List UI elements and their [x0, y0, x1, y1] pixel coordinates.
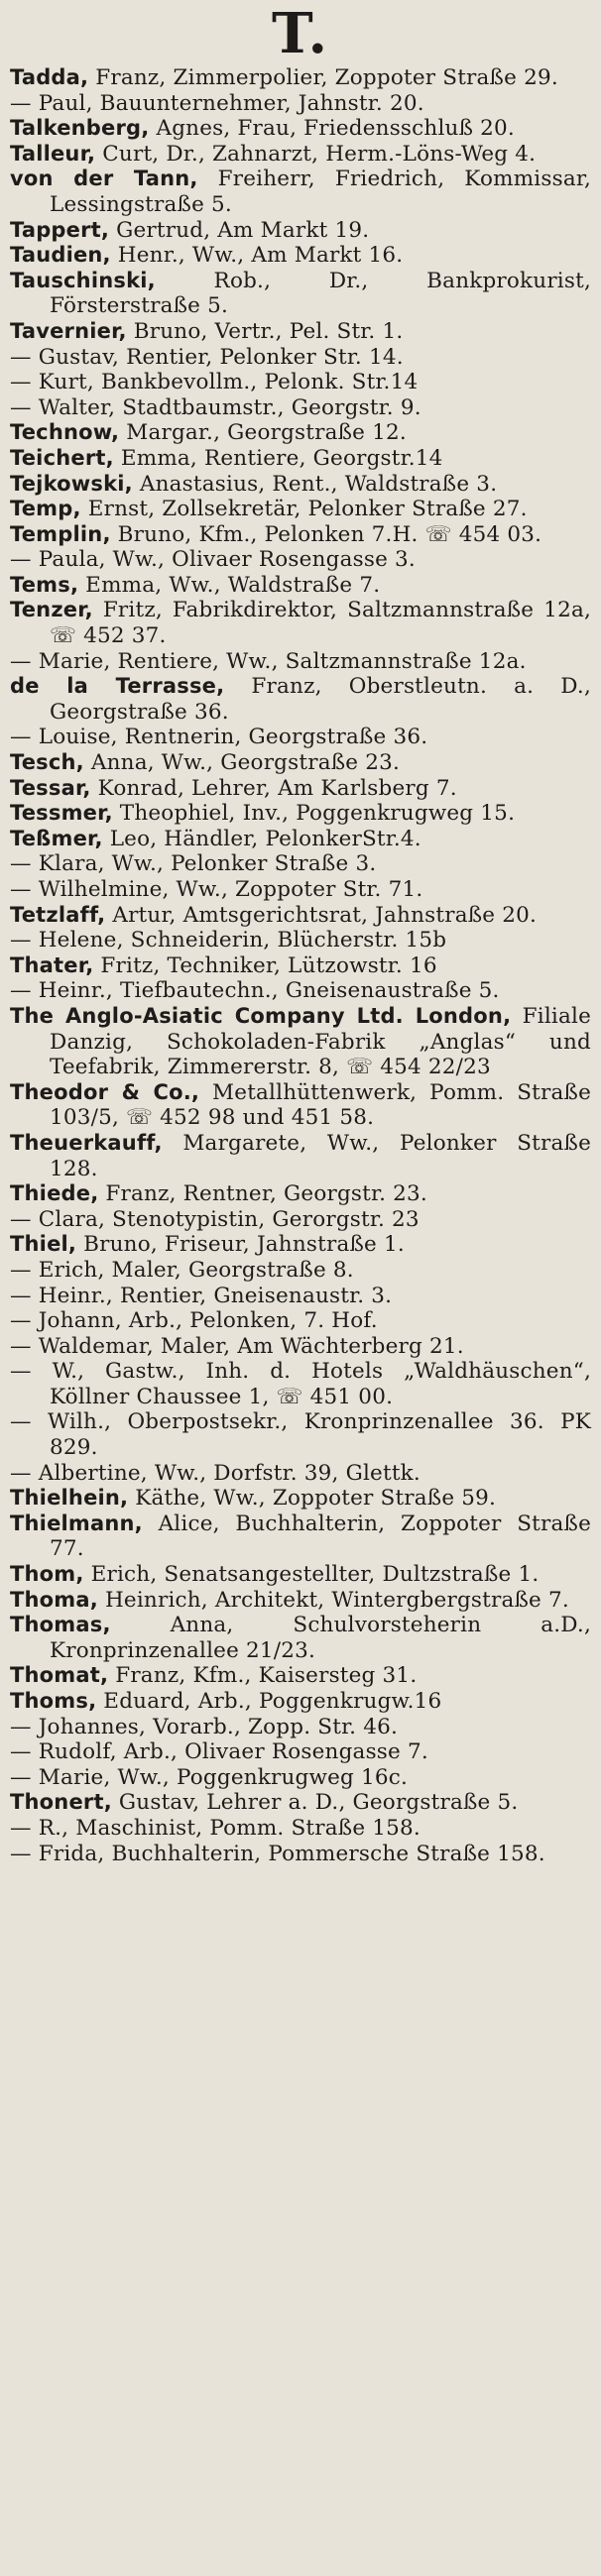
- entry-details: Fritz, Techniker, Lützowstr. 16: [93, 952, 437, 978]
- entry-details: — Johannes, Vorarb., Zopp. Str. 46.: [10, 1714, 399, 1739]
- entry-details: — Marie, Rentiere, Ww., Saltzmannstraße 12a.: [10, 648, 527, 674]
- entry-surname: Taudien,: [10, 243, 111, 268]
- entry-details: Eduard, Arb., Poggenkrugw.16: [96, 1689, 442, 1714]
- entry-surname: Talkenberg,: [10, 116, 150, 141]
- entry-details: Franz, Rentner, Georgstr. 23.: [98, 1181, 427, 1207]
- entry-surname: The Anglo-Asiatic Company Ltd. London,: [10, 1003, 512, 1028]
- directory-entry: [10, 1816, 591, 1842]
- directory-entry: [10, 497, 591, 522]
- directory-entry: [10, 1207, 591, 1233]
- directory-entry: [10, 1232, 591, 1258]
- entry-surname: Tessar,: [10, 775, 91, 800]
- directory-entry: [10, 1080, 591, 1131]
- directory-entry: [10, 851, 591, 877]
- entry-surname: Tems,: [10, 572, 79, 597]
- directory-entry: [10, 1588, 591, 1614]
- entry-surname: Thonert,: [10, 1790, 112, 1815]
- entry-details: Fritz, Fabrikdirektor, Saltzmannstraße 12a, ☏ 452 37.: [50, 598, 591, 649]
- entry-surname: Theodor & Co.,: [10, 1079, 200, 1104]
- entry-surname: Technow,: [10, 420, 120, 445]
- entry-surname: von der Tann,: [10, 167, 198, 191]
- directory-entry: [10, 801, 591, 827]
- entry-details: Gertrud, Am Markt 19.: [109, 217, 370, 243]
- directory-entry: [10, 877, 591, 903]
- entry-details: Bruno, Kfm., Pelonken 7.H. ☏ 454 03.: [110, 521, 542, 547]
- directory-entry: [10, 420, 591, 446]
- entry-details: — Klara, Ww., Pelonker Straße 3.: [10, 851, 377, 877]
- entry-details: Anna, Ww., Georgstraße 23.: [83, 750, 401, 776]
- entry-details: — Waldemar, Maler, Am Wächterberg 21.: [10, 1333, 464, 1359]
- directory-entry: [10, 1334, 591, 1360]
- directory-entry: [10, 1562, 591, 1588]
- directory-entry: [10, 953, 591, 979]
- entry-surname: Teichert,: [10, 445, 114, 470]
- entry-surname: Teßmer,: [10, 826, 103, 850]
- entry-surname: Thater,: [10, 952, 94, 977]
- entry-details: Metallhüttenwerk, Pomm. Straße 103/5, ☏ 452 98 und 451 58.: [50, 1079, 591, 1131]
- entry-details: Alice, Buchhalterin, Zoppoter Straße 77.: [50, 1511, 591, 1562]
- entry-details: — Heinr., Tiefbautechn., Gneisenaustraße 5.: [10, 978, 500, 1004]
- directory-entry: [10, 167, 591, 217]
- entry-details: — Rudolf, Arb., Olivaer Rosengasse 7.: [10, 1739, 428, 1765]
- entry-details: — Wilhelmine, Ww., Zoppoter Str. 71.: [10, 877, 423, 902]
- entry-details: Leo, Händler, PelonkerStr.4.: [102, 826, 421, 851]
- directory-entry: [10, 1663, 591, 1689]
- entry-details: Erich, Senatsangestellter, Dultzstraße 1.: [83, 1562, 540, 1588]
- directory-entry: [10, 1765, 591, 1791]
- entry-surname: Thomas,: [10, 1613, 111, 1637]
- directory-entry: [10, 1359, 591, 1409]
- directory-entry: [10, 91, 591, 117]
- entry-surname: Tejkowski,: [10, 471, 133, 496]
- directory-entry: [10, 319, 591, 345]
- entry-details: — Erich, Maler, Georgstraße 8.: [10, 1257, 354, 1283]
- directory-entry: [10, 903, 591, 929]
- entry-details: — R., Maschinist, Pomm. Straße 158.: [10, 1815, 421, 1841]
- directory-entries: [0, 65, 601, 1866]
- entry-details: — Gustav, Rentier, Pelonker Str. 14.: [10, 344, 404, 370]
- entry-details: Freiherr, Friedrich, Kommissar, Lessingstraße 5.: [50, 167, 591, 217]
- entry-surname: Tesch,: [10, 750, 84, 775]
- entry-details: Franz, Zimmerpolier, Zoppoter Straße 29.: [88, 65, 558, 90]
- entry-details: — Wilh., Oberpostsekr., Kronprinzenallee 36. PK 829.: [10, 1409, 591, 1461]
- entry-details: — Kurt, Bankbevollm., Pelonk. Str.14: [10, 370, 419, 395]
- entry-details: Ernst, Zollsekretär, Pelonker Straße 27.: [80, 497, 528, 522]
- entry-details: Filiale Danzig, Schokoladen-Fabrik „Anglas“ und Teefabrik, Zimmererstr. 8, ☏ 454 22/23: [50, 1003, 591, 1080]
- entry-details: — Heinr., Rentier, Gneisenaustr. 3.: [10, 1283, 393, 1308]
- entry-details: Artur, Amtsgerichtsrat, Jahnstraße 20.: [105, 902, 538, 928]
- entry-details: — Frida, Buchhalterin, Pommersche Straße 158.: [10, 1841, 545, 1866]
- directory-entry: [10, 522, 591, 548]
- entry-surname: Thielhein,: [10, 1486, 129, 1511]
- directory-entry: [10, 65, 591, 91]
- directory-entry: [10, 1790, 591, 1816]
- directory-entry: [10, 1308, 591, 1334]
- directory-entry: [10, 649, 591, 675]
- entry-details: — Walter, Stadtbaumstr., Georgstr. 9.: [10, 394, 421, 420]
- entry-details: Anastasius, Rent., Waldstraße 3.: [132, 471, 498, 497]
- entry-surname: Temp,: [10, 497, 81, 521]
- entry-details: Margar., Georgstraße 12.: [119, 420, 407, 446]
- directory-entry: [10, 1284, 591, 1309]
- entry-surname: Tavernier,: [10, 318, 127, 343]
- entry-surname: Tessmer,: [10, 801, 113, 826]
- directory-entry: [10, 1613, 591, 1663]
- entry-surname: Tetzlaff,: [10, 902, 106, 927]
- entry-details: Henr., Ww., Am Markt 16.: [110, 243, 404, 269]
- entry-surname: Thiel,: [10, 1232, 77, 1257]
- entry-surname: Tadda,: [10, 65, 89, 89]
- directory-entry: [10, 750, 591, 776]
- entry-details: — Marie, Ww., Poggenkrugweg 16c.: [10, 1764, 409, 1790]
- directory-entry: [10, 1409, 591, 1460]
- entry-surname: Templin,: [10, 521, 111, 546]
- entry-details: Emma, Ww., Waldstraße 7.: [78, 572, 381, 598]
- directory-entry: [10, 446, 591, 472]
- directory-entry: [10, 776, 591, 802]
- directory-entry: [10, 674, 591, 725]
- directory-entry: [10, 243, 591, 269]
- entry-details: Franz, Oberstleutn. a. D., Georgstraße 36.: [50, 674, 591, 725]
- entry-surname: Tappert,: [10, 217, 110, 242]
- directory-entry: [10, 142, 591, 168]
- directory-entry: [10, 472, 591, 498]
- directory-entry: [10, 1131, 591, 1181]
- entry-surname: Talleur,: [10, 141, 96, 166]
- entry-details: — Paul, Bauunternehmer, Jahnstr. 20.: [10, 90, 424, 116]
- entry-details: — Louise, Rentnerin, Georgstraße 36.: [10, 725, 428, 750]
- entry-surname: Thomat,: [10, 1663, 109, 1688]
- entry-details: — Clara, Stenotypistin, Gerorgstr. 23: [10, 1206, 420, 1232]
- directory-entry: [10, 345, 591, 371]
- directory-entry: [10, 547, 591, 573]
- entry-surname: Thoma,: [10, 1587, 98, 1612]
- entry-surname: Tenzer,: [10, 598, 93, 622]
- directory-entry: [10, 1461, 591, 1487]
- directory-entry: [10, 370, 591, 395]
- entry-details: — Paula, Ww., Olivaer Rosengasse 3.: [10, 547, 416, 573]
- directory-entry: [10, 1181, 591, 1207]
- entry-details: — Albertine, Ww., Dorfstr. 39, Glettk.: [10, 1460, 421, 1486]
- directory-entry: [10, 978, 591, 1004]
- entry-details: Margarete, Ww., Pelonker Straße 128.: [50, 1130, 591, 1181]
- entry-details: — Helene, Schneiderin, Blücherstr. 15b: [10, 928, 447, 953]
- entry-details: Käthe, Ww., Zoppoter Straße 59.: [128, 1486, 497, 1512]
- entry-surname: Tauschinski,: [10, 268, 156, 292]
- entry-details: Heinrich, Architekt, Wintergbergstraße 7.: [97, 1587, 569, 1613]
- directory-entry: [10, 1258, 591, 1284]
- entry-surname: Theuerkauff,: [10, 1130, 163, 1155]
- section-letter-heading: T.: [272, 1, 329, 66]
- entry-details: Bruno, Vertr., Pel. Str. 1.: [126, 318, 404, 344]
- entry-details: Rob., Dr., Bankprokurist, Försterstraße 5.: [50, 268, 591, 319]
- entry-surname: Thom,: [10, 1562, 84, 1587]
- entry-surname: de la Terrasse,: [10, 674, 225, 699]
- directory-entry: [10, 1486, 591, 1512]
- directory-entry: [10, 928, 591, 953]
- entry-details: Curt, Dr., Zahnarzt, Herm.-Löns-Weg 4.: [95, 141, 537, 167]
- directory-entry: [10, 1715, 591, 1740]
- entry-details: Franz, Kfm., Kaisersteg 31.: [108, 1663, 418, 1689]
- directory-entry: [10, 827, 591, 852]
- entry-surname: Thielmann,: [10, 1511, 143, 1535]
- entry-details: — Johann, Arb., Pelonken, 7. Hof.: [10, 1308, 378, 1334]
- directory-entry: [10, 1512, 591, 1562]
- directory-entry: [10, 1004, 591, 1080]
- entry-details: Bruno, Friseur, Jahnstraße 1.: [76, 1232, 405, 1258]
- entry-details: Emma, Rentiere, Georgstr.14: [113, 445, 443, 471]
- entry-details: Gustav, Lehrer a. D., Georgstraße 5.: [111, 1790, 519, 1816]
- directory-entry: [10, 218, 591, 244]
- entry-surname: Thiede,: [10, 1181, 99, 1206]
- directory-entry: [10, 725, 591, 750]
- entry-details: — W., Gastw., Inh. d. Hotels „Waldhäuschen“, Köllner Chaussee 1, ☏ 451 00.: [10, 1359, 591, 1409]
- directory-entry: [10, 598, 591, 648]
- directory-entry: [10, 1739, 591, 1765]
- entry-details: Konrad, Lehrer, Am Karlsberg 7.: [90, 775, 457, 801]
- directory-entry: [10, 269, 591, 319]
- directory-entry: [10, 1842, 591, 1867]
- entry-details: Theophiel, Inv., Poggenkrugweg 15.: [112, 801, 516, 827]
- entry-details: Agnes, Frau, Friedensschluß 20.: [149, 116, 515, 142]
- directory-entry: [10, 116, 591, 142]
- directory-entry: [10, 1689, 591, 1715]
- entry-surname: Thoms,: [10, 1689, 97, 1713]
- directory-entry: [10, 395, 591, 421]
- entry-details: Anna, Schulvorsteherin a.D., Kronprinzenallee 21/23.: [50, 1613, 591, 1663]
- directory-entry: [10, 573, 591, 599]
